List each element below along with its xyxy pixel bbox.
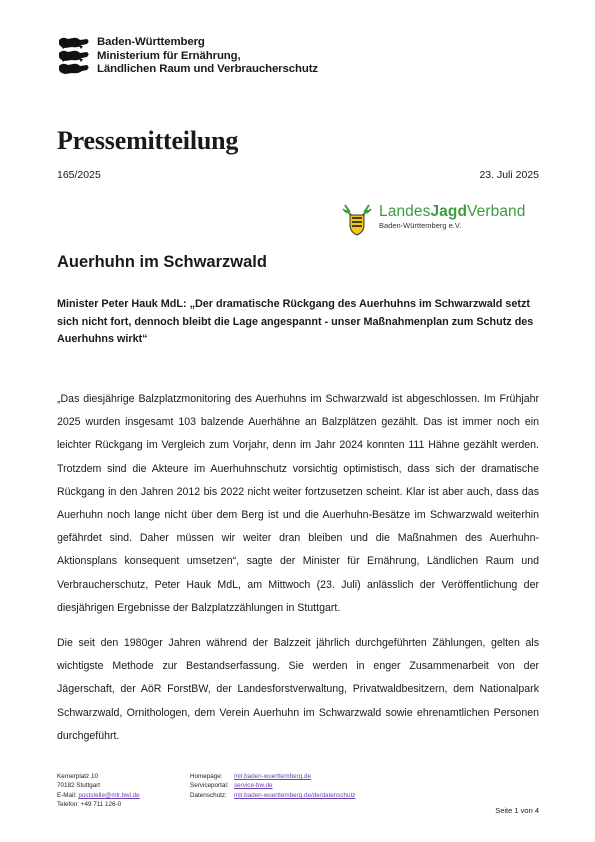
body-paragraph: Die seit den 1980ger Jahren während der Balzzeit jährlich durchgeführten Zählungen, gelten als wichtigste Methode zur Bestandserfassung. Sie werden in enger Zusammenarbeit von der Jägerschaft, der AöR ForstBW, der Landesforstverwaltung, Privatwaldbesitzern, dem Nationalpark Schwarzwald, Ornithologen, dem Verein Auerhuhn im Schwarzwald sowie ehrenamtlichen Personen durchgeführt. bbox=[57, 637, 539, 742]
ljv-crest-icon bbox=[341, 203, 373, 237]
headline: Auerhuhn im Schwarzwald bbox=[57, 253, 267, 271]
footer-email-label: E-Mail: bbox=[57, 791, 77, 799]
ministry-line: Ministerium für Ernährung, bbox=[97, 49, 241, 62]
ministry-line: Baden-Württemberg bbox=[97, 36, 205, 48]
footer-address-line: 70182 Stuttgart bbox=[57, 782, 101, 790]
press-release-number: 165/2025 bbox=[57, 169, 101, 181]
ministry-line: Ländlichen Raum und Verbraucherschutz bbox=[97, 63, 318, 76]
page-title: Pressemitteilung bbox=[57, 126, 239, 155]
ministry-logo bbox=[57, 36, 318, 77]
press-release-date: 23. Juli 2025 bbox=[479, 169, 539, 181]
footer-homepage-link[interactable]: mlr.baden-wuerttemberg.de bbox=[234, 773, 312, 780]
ljv-name-part: Jagd bbox=[430, 203, 468, 220]
ljv-subtitle: Baden-Württemberg e.V. bbox=[379, 221, 462, 230]
lead-paragraph: Minister Peter Hauk MdL: „Der dramatische Rückgang des Auerhuhns im Schwarzwald setzt sich nicht fort, dennoch bleibt die Lage angespannt - unser Maßnahmenplan zum Schutz des Auerhuhns wirkt“ bbox=[57, 298, 534, 345]
ministry-name bbox=[97, 36, 318, 77]
footer-homepage-label: Homepage: bbox=[190, 773, 223, 780]
footer-email-link[interactable]: poststelle@mlr.bwl.de bbox=[78, 791, 140, 799]
footer-phone: Telefon: +49 711 126-0 bbox=[57, 801, 122, 809]
footer-service-label: Serviceportal: bbox=[190, 782, 229, 790]
ljv-name-part: Verband bbox=[467, 203, 526, 220]
page-number: Seite 1 von 4 bbox=[495, 806, 539, 815]
ljv-name bbox=[379, 203, 525, 221]
footer-privacy-label: Datenschutz: bbox=[190, 791, 227, 799]
footer-contact bbox=[57, 772, 140, 810]
body-paragraph: „Das diesjährige Balzplatzmonitoring des Auerhuhns im Schwarzwald ist abgeschlossen. Im Frühjahr 2025 wurden insgesamt 103 balzende Auerhähne an Balzplätzen gezählt. Das ist immer noch ein leichter Rückgang im Vergleich zum Vorjahr, denn im Jahr 2024 konnten 111 Hähne gezählt werden. Trotzdem sind die Akteure im Auerhuhnschutz vorsichtig optimistisch, dass sich der dramatische Rückgang in den Jahren 2012 bis 2022 nicht weiter fortzusetzen scheint. Klar ist aber auch, dass das Auerhuhn noch lange nicht über dem Berg ist und die Auerhuhn-Besätze im Schwarzwald weiterhin gefährdet sind. Daher müssen wir weiter dran bleiben und die Maßnahmen des Auerhuhn-Aktionsplans konsequent umsetzen“, sagte der Minister für Ernährung, Ländlichen Raum und Verbraucherschutz, Peter Hauk MdL, am Mittwoch (23. Juli) anlässlich der Veröffentlichung der diesjährigen Ergebnisse der Balzplatzzählungen in Stuttgart. bbox=[57, 393, 539, 614]
bw-lions-icon bbox=[57, 36, 91, 76]
footer-privacy-link[interactable]: mlr.baden-wuerttemberg.de/de/datenschutz bbox=[234, 791, 356, 799]
ljv-name-part: Landes bbox=[379, 203, 431, 220]
footer-service-link[interactable]: service-bw.de bbox=[234, 782, 273, 790]
footer-address-line: Kernerplatz 10 bbox=[57, 773, 98, 780]
ljv-logo bbox=[341, 203, 525, 237]
footer-links bbox=[190, 772, 355, 800]
